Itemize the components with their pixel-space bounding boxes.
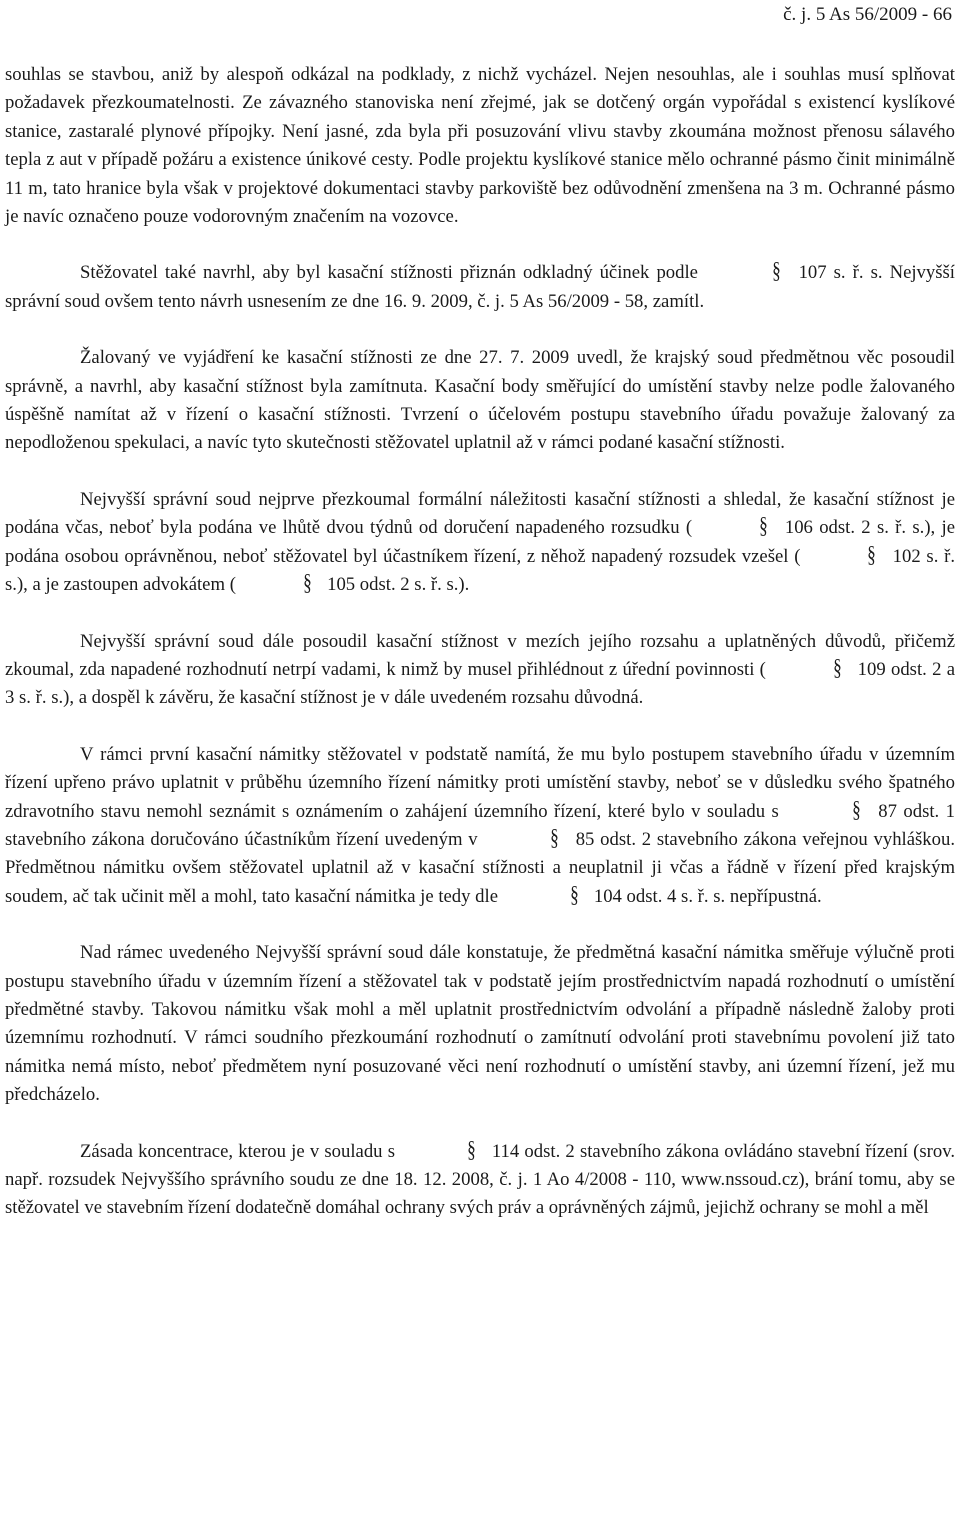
section-sign: §	[832, 654, 842, 680]
paragraph-6	[5, 741, 955, 911]
document-body	[5, 61, 955, 1223]
paragraph-8	[5, 1138, 955, 1223]
paragraph-6-text-a: V rámci první kasační námitky stěžovatel v podstatě namítá, že mu bylo postupem stavebního úřadu v územním řízení upřeno právo uplatnit v průběhu územního řízení námitky proti umístění stavby, neboť se v důsledku svého špatného zdravotního stavu nemohl seznámit s oznámením o zahájení územního řízení, které bylo v souladu s	[5, 743, 955, 822]
paragraph-3-text: Žalovaný ve vyjádření ke kasační stížnosti ze dne 27. 7. 2009 uvedl, že krajský soud předmětnou věc posoudil správně, a navrhl, aby kasační stížnost byla zamítnuta. Kasační body směřující do umístění stavby nelze podle žalovaného úspěšně namítat až v řízení o kasační stížnosti. Tvrzení o účelovém postupu stavebního úřadu považuje žalovaný za nepodloženou spekulaci, a navíc tyto skutečnosti stěžovatel uplatnil až v rámci podané kasační stížnosti.	[5, 347, 955, 454]
paragraph-4-text-c: 102 s. ř. s.), a je zastoupen advokátem (	[5, 545, 955, 596]
paragraph-2	[5, 259, 955, 316]
paragraph-7	[5, 939, 955, 1109]
section-sign: §	[569, 881, 579, 907]
paragraph-5	[5, 628, 955, 713]
paragraph-6-text-b: 87 odst. 1 stavebního zákona doručováno účastníkům řízení uvedeným v	[5, 800, 956, 850]
section-sign: §	[772, 258, 781, 284]
paragraph-5-text-a: Nejvyšší správní soud dále posoudil kasační stížnost v mezích jejího rozsahu a uplatněných důvodů, přičemž zkoumal, zda napadené rozhodnutí netrpí vadami, k nimž by musel přihlédnout z úřední povinnosti (	[5, 630, 955, 680]
paragraph-4	[5, 486, 955, 600]
section-sign: §	[852, 796, 861, 822]
paragraph-5-text-b: 109 odst. 2 a 3 s. ř. s.), a dospěl k závěru, že kasační stížnost je v dále uvedeném rozsahu důvodná.	[5, 658, 955, 709]
paragraph-1-text: souhlas se stavbou, aniž by alespoň odkázal na podklady, z nichž vycházel. Nejen nesouhlas, ale i souhlas musí splňovat požadavek přezkoumatelnosti. Ze závazného stanoviska není zřejmé, jak se dotčený orgán vypořádal s existencí kyslíkové stanice, zastaralé plynové přípojky. Není jasné, zda byla při posuzování vlivu stavby zkoumána možnost přenosu sálavého tepla z aut v případě požáru a existence únikové cesty. Podle projektu kyslíkové stanice mělo ochranné pásmo činit minimálně 11 m, tato hranice byla však v projektové dokumentaci stavby parkoviště bez odůvodnění zmenšena na 3 m. Ochranné pásmo je navíc označeno pouze vodorovným značením na vozovce.	[5, 64, 955, 228]
paragraph-2-text-a: Stěžovatel také navrhl, aby byl kasační stížnosti přiznán odkladný účinek podle	[80, 262, 706, 284]
paragraph-3	[5, 344, 955, 458]
section-sign: §	[867, 541, 877, 567]
section-sign: §	[302, 570, 312, 596]
paragraph-4-text-d: 105 odst. 2 s. ř. s.).	[322, 574, 470, 596]
document-reference: č. j. 5 As 56/2009 - 66	[783, 4, 952, 25]
paragraph-6-text-c: 85 odst. 2 stavebního zákona veřejnou vyhláškou. Předmětnou námitku ovšem stěžovatel uplatnil až v kasační stížnosti a neuplatnil ji včas a řádně v řízení před krajským soudem, ač tak učinit měl a mohl, tato kasační námitka je tedy dle	[5, 828, 955, 907]
paragraph-1	[5, 61, 955, 231]
paragraph-7-text: Nad rámec uvedeného Nejvyšší správní soud dále konstatuje, že předmětná kasační námitka směřuje výlučně proti postupu stavebního úřadu v územním řízení a stěžovatel tak v podstatě jejím prostřednictvím napadá rozhodnutí o umístění předmětné stavby. Takovou námitku však mohl a měl uplatnit prostřednictvím odvolání a případně následně žaloby proti územnímu rozhodnutí. V rámci soudního přezkoumání rozhodnutí o zamítnutí odvolání proti stavebnímu povolení již tato námitka nemá místo, neboť předmětem nyní posuzované věci není rozhodnutí o umístění stavby, ani územní řízení, jež mu předcházelo.	[5, 942, 955, 1106]
section-sign: §	[550, 824, 560, 850]
paragraph-8-text-b: 114 odst. 2 stavebního zákona ovládáno stavební řízení (srov. např. rozsudek Nejvyššího správního soudu ze dne 18. 12. 2008, č. j. 1 Ao 4/2008 - 110, www.nssoud.cz), brání tomu, aby se stěžovatel ve stavebním řízení dodatečně domáhal ochrany svých práv a oprávněných zájmů, jejichž ochrany se mohl a měl	[5, 1140, 955, 1219]
paragraph-8-text-a: Zásada koncentrace, kterou je v souladu s	[80, 1140, 401, 1162]
section-sign: §	[467, 1136, 476, 1162]
paragraph-2-text-b: 107 s. ř. s. Nejvyšší správní soud ovšem tento návrh usnesením ze dne 16. 9. 2009, č. j. 5 As 56/2009 - 58, zamítl.	[5, 262, 955, 312]
section-sign: §	[759, 513, 768, 539]
paragraph-4-text-b: 106 odst. 2 s. ř. s.), je podána osobou oprávněnou, neboť stěžovatel byl účastníkem řízení, z něhož napadený rozsudek vzešel (	[5, 517, 955, 567]
paragraph-6-text-d: 104 odst. 4 s. ř. s. nepřípustná.	[589, 885, 822, 907]
paragraph-4-text-a: Nejvyšší správní soud nejprve přezkoumal formální náležitosti kasační stížnosti a shledal, že kasační stížnost je podána včas, neboť byla podána ve lhůtě dvou týdnů od doručení napadeného rozsudku (	[5, 488, 955, 539]
